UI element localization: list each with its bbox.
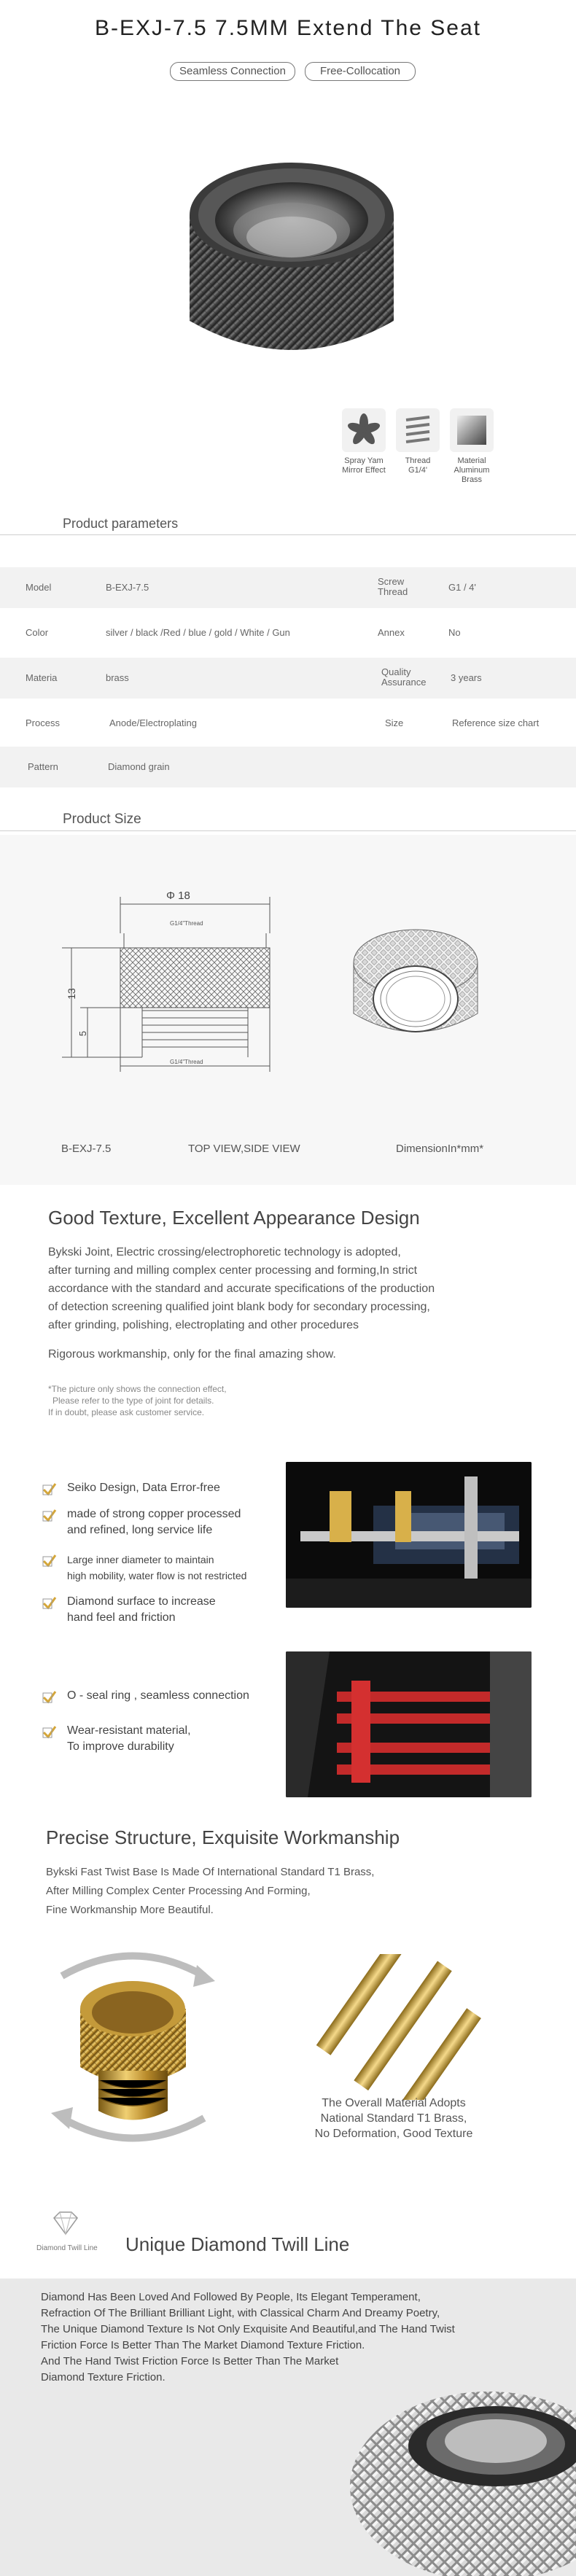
feature-thread: Thread G1/4' xyxy=(394,408,442,475)
list-item: Seiko Design, Data Error-free xyxy=(42,1480,220,1496)
dimension-drawing xyxy=(51,875,292,1072)
check-icon xyxy=(42,1724,57,1739)
thread-label-bottom: G1/4"Thread xyxy=(170,1059,203,1065)
thread-label-top: G1/4"Thread xyxy=(170,920,203,927)
section-heading-size: Product Size xyxy=(63,812,141,827)
table-row: Model B-EXJ-7.5 Screw Thread G1 / 4' xyxy=(0,567,576,608)
product-hero-image xyxy=(139,87,445,394)
section-heading-parameters: Product parameters xyxy=(63,516,179,531)
texture-rigor: Rigorous workmanship, only for the final amazing show. xyxy=(48,1348,336,1361)
brass-rods-image xyxy=(314,1954,496,2100)
list-item: Large inner diameter to maintain high mobility, water flow is not restricted xyxy=(42,1552,246,1584)
feature-material: Material Aluminum Brass xyxy=(448,408,496,485)
size-label-view: TOP VIEW,SIDE VIEW xyxy=(188,1143,300,1155)
texture-paragraph: Bykski Joint, Electric crossing/electrophoretic technology is adopted, after turning and milling complex center processing and forming,In strict accordance with the standard and accurate specifications of the production of detection screening qualified joint blank body for secondary processing, after grinding, polishing, electroplating and other procedures xyxy=(48,1246,435,1331)
check-icon xyxy=(42,1553,57,1568)
diamond-title: Unique Diamond Twill Line xyxy=(125,2233,350,2255)
feature-spray: Spray Yam Mirror Effect xyxy=(340,408,388,475)
check-icon xyxy=(42,1482,57,1496)
dimension-thread-height: 5 xyxy=(77,1030,89,1037)
dimension-diameter: Φ 18 xyxy=(166,890,190,902)
list-item: Wear-resistant material, To improve durability xyxy=(42,1723,191,1755)
tag-seamless-connection: Seamless Connection xyxy=(170,62,295,81)
product-sketch-image xyxy=(346,911,485,1057)
diamond-logo-text: Diamond Twill Line xyxy=(36,2244,98,2252)
dimension-height: 13 xyxy=(65,988,77,1000)
texture-note: *The picture only shows the connection effect, Please refer to the type of joint for details. If in doubt, please ask customer service. xyxy=(48,1384,227,1417)
pc-cooling-photo xyxy=(286,1462,532,1608)
divider xyxy=(0,534,576,535)
flower-icon xyxy=(342,408,386,452)
divider xyxy=(0,830,576,831)
list-item: O - seal ring , seamless connection xyxy=(42,1688,249,1704)
check-icon xyxy=(42,1508,57,1522)
table-row: Pattern Diamond grain xyxy=(0,747,576,787)
thread-icon xyxy=(396,408,440,452)
material-icon xyxy=(450,408,494,452)
precise-caption: The Overall Material Adopts National Standard T1 Brass, No Deformation, Good Texture xyxy=(314,2097,473,2140)
check-icon xyxy=(42,1689,57,1704)
brass-fitting-image xyxy=(47,1943,219,2151)
texture-title: Good Texture, Excellent Appearance Design xyxy=(48,1207,420,1229)
precise-title: Precise Structure, Exquisite Workmanship xyxy=(46,1826,400,1848)
diamond-paragraph: Diamond Has Been Loved And Followed By People, Its Elegant Temperament, Refraction Of The Brilliant Brilliant Light, with Classical Charm And Dreamy Poetry, The Unique Diamond Texture Is Not Only Exquisite And Beautiful,and The Hand Twist Friction Force Is Better Than The Market Diamond Texture Friction. And The Hand Twist Friction Force Is Better Than The Market Diamond Texture Friction. xyxy=(41,2291,455,2384)
precise-paragraph: Bykski Fast Twist Base Is Made Of International Standard T1 Brass, After Milling Complex Center Processing And Forming, Fine Workmanship More Beautiful. xyxy=(46,1866,375,1916)
table-row: Process Anode/Electroplating Size Reference size chart xyxy=(26,717,540,728)
chrome-fitting-image xyxy=(321,2377,576,2576)
list-item: Diamond surface to increase hand feel and friction xyxy=(42,1594,216,1626)
table-row: Materia brass Quality Assurance 3 years xyxy=(0,658,576,699)
size-label-model: B-EXJ-7.5 xyxy=(61,1143,112,1155)
check-icon xyxy=(42,1595,57,1610)
tag-free-collocation: Free-Collocation xyxy=(305,62,416,81)
red-tubes-photo xyxy=(286,1651,532,1797)
list-item: made of strong copper processed and refined, long service life xyxy=(42,1506,241,1538)
page-title: B-EXJ-7.5 7.5MM Extend The Seat xyxy=(94,16,481,40)
table-row: Color silver / black /Red / blue / gold / White / Gun Annex No xyxy=(26,627,461,638)
diamond-logo-icon xyxy=(50,2209,82,2238)
size-label-dimension: DimensionIn*mm* xyxy=(396,1143,484,1155)
